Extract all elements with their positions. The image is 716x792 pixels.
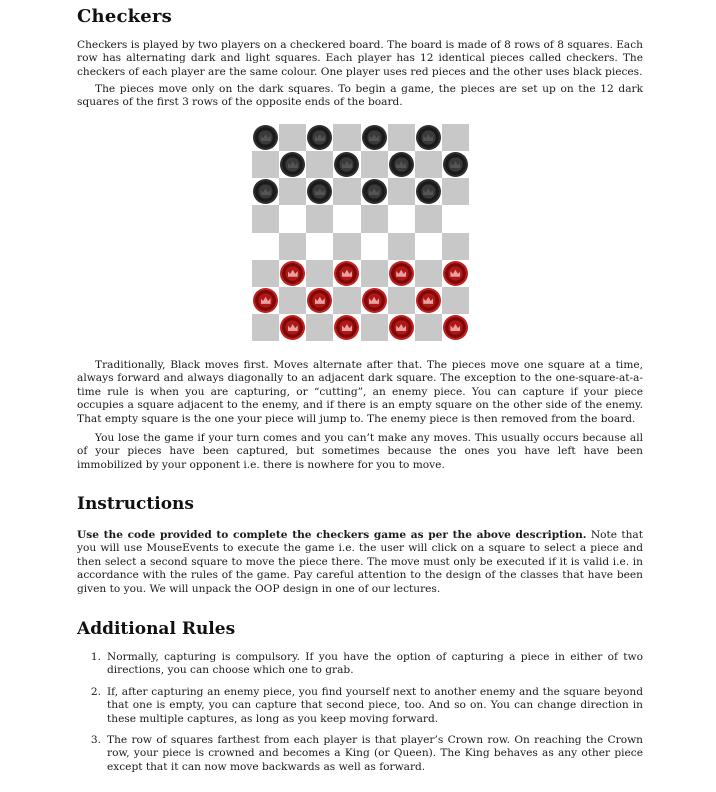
crown-icon: [288, 324, 298, 331]
red-checker-piece: [253, 288, 278, 313]
dark-square: [442, 178, 469, 205]
dark-square: [333, 124, 360, 151]
light-square: [252, 124, 279, 151]
rule-item: [77, 686, 643, 726]
dark-square: [415, 260, 442, 287]
dark-square: [388, 124, 415, 151]
crown-icon: [342, 270, 352, 277]
section-heading-checkers: Checkers: [77, 6, 172, 27]
dark-square: [306, 205, 333, 232]
crown-icon: [369, 297, 379, 304]
dark-square: [279, 287, 306, 314]
crown-icon: [288, 270, 298, 277]
paragraph-setup: The pieces move only on the dark squares. To begin a game, the pieces are set up on the 12 dark squares of the first 3 rows of the opposite ends of the board.: [77, 83, 643, 109]
dark-square: [252, 314, 279, 341]
dark-square: [306, 151, 333, 178]
crown-icon: [423, 297, 433, 304]
dark-square: [252, 260, 279, 287]
dark-square: [388, 178, 415, 205]
light-square: [306, 124, 333, 151]
light-square: [415, 287, 442, 314]
red-checker-piece: [443, 261, 468, 286]
red-checker-piece: [362, 288, 387, 313]
dark-square: [306, 260, 333, 287]
dark-square: [252, 205, 279, 232]
crown-icon: [396, 161, 406, 168]
light-square: [306, 287, 333, 314]
light-square: [361, 287, 388, 314]
dark-square: [279, 124, 306, 151]
dark-square: [361, 151, 388, 178]
black-checker-piece: [443, 152, 468, 177]
red-checker-piece: [334, 261, 359, 286]
light-square: [333, 314, 360, 341]
red-checker-piece: [280, 261, 305, 286]
light-square: [252, 233, 279, 260]
black-checker-piece: [362, 179, 387, 204]
crown-icon: [315, 134, 325, 141]
light-square: [279, 314, 306, 341]
additional-rules-list: [77, 651, 643, 782]
crown-icon: [423, 188, 433, 195]
light-square: [442, 260, 469, 287]
rule-text: Normally, capturing is compulsory. If you have the option of capturing a piece in either of two directions, you can choose which one to grab.: [107, 651, 643, 677]
light-square: [361, 124, 388, 151]
black-checker-piece: [307, 125, 332, 150]
section-heading-additional-rules: Additional Rules: [77, 619, 236, 639]
crown-icon: [369, 134, 379, 141]
paragraph-moves: Traditionally, Black moves first. Moves alternate after that. The pieces move one square at a time, always forward and always diagonally to an adjacent dark square. The exception to the one-square-at-a-time rule is when you are capturing, or “cutting”, an enemy piece. You can capture if your piece occupies a square adjacent to the enemy, and if there is an empty square on the other side of the enemy. That empty square is the one your piece will jump to. The enemy piece is then removed from the board.: [77, 359, 643, 425]
dark-square: [333, 178, 360, 205]
rule-number: 3.: [90, 734, 101, 747]
crown-icon: [261, 188, 271, 195]
light-square: [306, 233, 333, 260]
rule-item: [77, 651, 643, 678]
rule-item: [77, 734, 643, 774]
instructions-lead: Use the code provided to complete the checkers game as per the above description.: [77, 529, 587, 541]
black-checker-piece: [416, 125, 441, 150]
light-square: [388, 205, 415, 232]
dark-square: [388, 287, 415, 314]
crown-icon: [450, 324, 460, 331]
black-checker-piece: [362, 125, 387, 150]
light-square: [252, 287, 279, 314]
crown-icon: [315, 188, 325, 195]
black-checker-piece: [334, 152, 359, 177]
red-checker-piece: [389, 261, 414, 286]
rule-text: If, after capturing an enemy piece, you find yourself next to another enemy and the square beyond that one is empty, you can capture that second piece, too. And so on. You can change direction in these multiple captures, as long as you keep moving forward.: [107, 685, 643, 725]
light-square: [388, 151, 415, 178]
red-checker-piece: [307, 288, 332, 313]
light-square: [415, 178, 442, 205]
dark-square: [388, 233, 415, 260]
dark-square: [415, 151, 442, 178]
crown-icon: [450, 270, 460, 277]
crown-icon: [342, 161, 352, 168]
light-square: [415, 233, 442, 260]
dark-square: [306, 314, 333, 341]
light-square: [388, 260, 415, 287]
light-square: [388, 314, 415, 341]
checkers-board: [252, 124, 469, 341]
light-square: [333, 205, 360, 232]
red-checker-piece: [280, 315, 305, 340]
crown-icon: [396, 324, 406, 331]
dark-square: [279, 178, 306, 205]
crown-icon: [261, 297, 271, 304]
light-square: [361, 178, 388, 205]
paragraph-losing: You lose the game if your turn comes and you can’t make any moves. This usually occurs because all of your pieces have been captured, but sometimes because the ones you have left have been immobilized by your opponent i.e. there is nowhere for you to move.: [77, 432, 643, 471]
dark-square: [361, 260, 388, 287]
dark-square: [442, 233, 469, 260]
dark-square: [361, 314, 388, 341]
dark-square: [361, 205, 388, 232]
light-square: [333, 260, 360, 287]
crown-icon: [288, 161, 298, 168]
dark-square: [442, 124, 469, 151]
light-square: [361, 233, 388, 260]
black-checker-piece: [416, 179, 441, 204]
dark-square: [333, 287, 360, 314]
light-square: [279, 260, 306, 287]
light-square: [442, 205, 469, 232]
light-square: [333, 151, 360, 178]
crown-icon: [261, 134, 271, 141]
rule-text: The row of squares farthest from each player is that player’s Crown row. On reaching the Crown row, your piece is crowned and becomes a King (or Queen). The King behaves as any other piece except that it can now move backwards as well as forward.: [107, 734, 643, 773]
black-checker-piece: [389, 152, 414, 177]
red-checker-piece: [443, 315, 468, 340]
crown-icon: [423, 134, 433, 141]
section-heading-instructions: Instructions: [77, 494, 194, 514]
dark-square: [442, 287, 469, 314]
rule-number: 2.: [90, 685, 101, 698]
light-square: [415, 124, 442, 151]
red-checker-piece: [416, 288, 441, 313]
light-square: [279, 151, 306, 178]
paragraph-intro: Checkers is played by two players on a checkered board. The board is made of 8 rows of 8 squares. Each row has alternating dark and light squares. Each player has 12 identical pieces called checkers. The checkers of each player are the same colour. One player uses red pieces and the other uses black pieces.: [77, 39, 643, 78]
crown-icon: [369, 188, 379, 195]
instructions-body: Note that you will use MouseEvents to execute the game i.e. the user will click on a square to select a piece and then select a second square to move the piece there. The move must only be executed if it is valid i.e. in accordance with the rules of the game. Pay careful attention to the design of the classes that have been given to you. We will unpack the OOP design in one of our lectures.: [77, 529, 644, 595]
paragraph-instructions: [77, 529, 643, 596]
red-checker-piece: [334, 315, 359, 340]
crown-icon: [342, 324, 352, 331]
black-checker-piece: [280, 152, 305, 177]
black-checker-piece: [253, 125, 278, 150]
black-checker-piece: [253, 179, 278, 204]
red-checker-piece: [389, 315, 414, 340]
light-square: [279, 205, 306, 232]
light-square: [252, 178, 279, 205]
black-checker-piece: [307, 179, 332, 204]
crown-icon: [315, 297, 325, 304]
dark-square: [415, 314, 442, 341]
rule-number: 1.: [90, 651, 101, 663]
dark-square: [252, 151, 279, 178]
crown-icon: [396, 270, 406, 277]
dark-square: [279, 233, 306, 260]
dark-square: [333, 233, 360, 260]
crown-icon: [450, 161, 460, 168]
light-square: [442, 314, 469, 341]
dark-square: [415, 205, 442, 232]
light-square: [442, 151, 469, 178]
light-square: [306, 178, 333, 205]
